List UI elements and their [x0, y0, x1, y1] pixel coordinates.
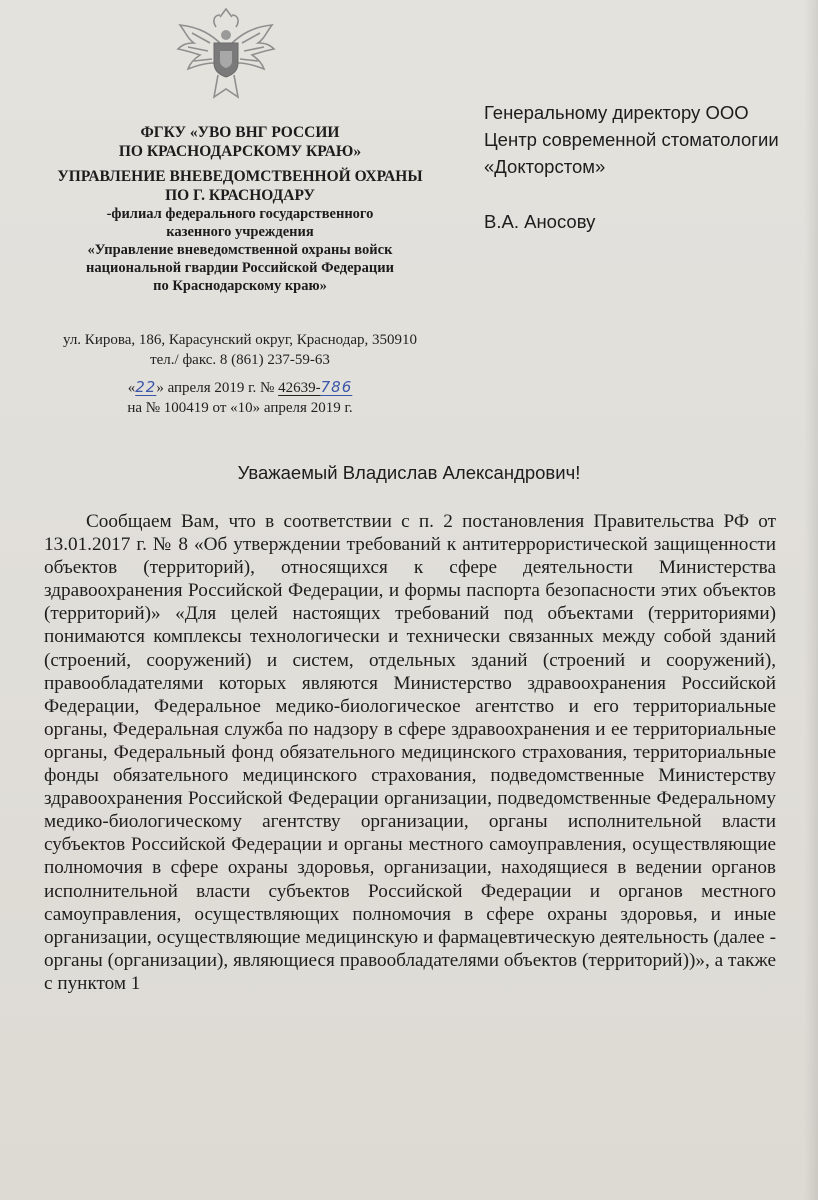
branch-line: -филиал федерального государственного	[106, 206, 374, 222]
sender-header	[20, 123, 460, 295]
date-text: » апреля 2019 г. №	[156, 380, 279, 396]
reply-reference: на № 100419 от «10» апреля 2019 г.	[127, 400, 353, 416]
org-line: ПО КРАСНОДАРСКОМУ КРАЮ»	[118, 143, 362, 160]
unit-line: УПРАВЛЕНИЕ ВНЕВЕДОМСТВЕННОЙ ОХРАНЫ	[57, 168, 423, 185]
branch-line: национальной гвардии Российской Федерации	[86, 260, 394, 276]
letter-body: Сообщаем Вам, что в соответствии с п. 2 постановления Правительства РФ от 13.01.2017 г. № 8 «Об утверждении требований к антитеррористической защищенности объектов (территорий), относящихся к сфере деятельности Министерства здравоохранения Российской Федерации, и формы паспорта безопасности этих объектов (территорий)» «Для целей настоящих требований под объектами (территориями) понимаются комплексы технологически и технически связанных между собой зданий (строений, сооружений) и систем, отдельных зданий (строений и сооружений), правообладателями которых являются Министерство здравоохранения Российской Федерации, Федеральное медико-биологическое агентство и его территориальные органы, Федеральная служба по надзору в сфере здравоохранения и ее территориальные органы, Федеральный фонд обязательного медицинского страхования, территориальные фонды обязательного медицинского страхования, подведомственные Министерству здравоохранения Российской Федерации организации, подведомственные Федеральному медико-биологическому агентству организации, органы исполнительной власти субъектов Российской Федерации и органы местного самоуправления, осуществляющие полномочия в сфере охраны здоровья, организации, находящиеся в ведении органов исполнительной власти субъектов Российской Федерации и органов местного самоуправления, осуществляющих полномочия в сфере охраны здоровья, и иные организации, осуществляющие медицинскую и фармацевтическую деятельность (далее - органы (организации), являющиеся правообладателями объектов (территорий))», а также с пунктом 1	[44, 511, 776, 994]
rosgvardia-emblem-icon	[172, 5, 280, 105]
recipient-name: В.А. Аносову	[484, 211, 596, 232]
sender-contacts	[20, 330, 460, 370]
sender-address: ул. Кирова, 186, Карасунский округ, Краснодар, 350910	[62, 332, 418, 348]
outgoing-date-number	[20, 377, 460, 398]
quote-open: «	[127, 380, 136, 396]
branch-line: по Краснодарскому краю»	[153, 278, 327, 294]
outgoing-reference	[20, 377, 460, 418]
branch-line: «Управление вневедомственной охраны войск	[87, 242, 393, 258]
recipient-block	[484, 99, 814, 235]
branch-line: казенного учреждения	[166, 224, 314, 240]
handwritten-day: 22	[135, 378, 157, 396]
outgoing-number: 42639-	[278, 380, 321, 396]
recipient-line: Центр современной стоматологии	[484, 129, 779, 150]
handwritten-number: 786	[320, 378, 353, 396]
recipient-line: Генеральному директору ООО	[484, 102, 749, 123]
salutation: Уважаемый Владислав Александрович!	[237, 462, 581, 483]
unit-line: ПО Г. КРАСНОДАРУ	[165, 187, 315, 204]
recipient-line: «Докторстом»	[484, 156, 606, 177]
org-line: ФГКУ «УВО ВНГ РОССИИ	[140, 124, 340, 141]
sender-phone: тел./ факс. 8 (861) 237-59-63	[150, 352, 330, 368]
